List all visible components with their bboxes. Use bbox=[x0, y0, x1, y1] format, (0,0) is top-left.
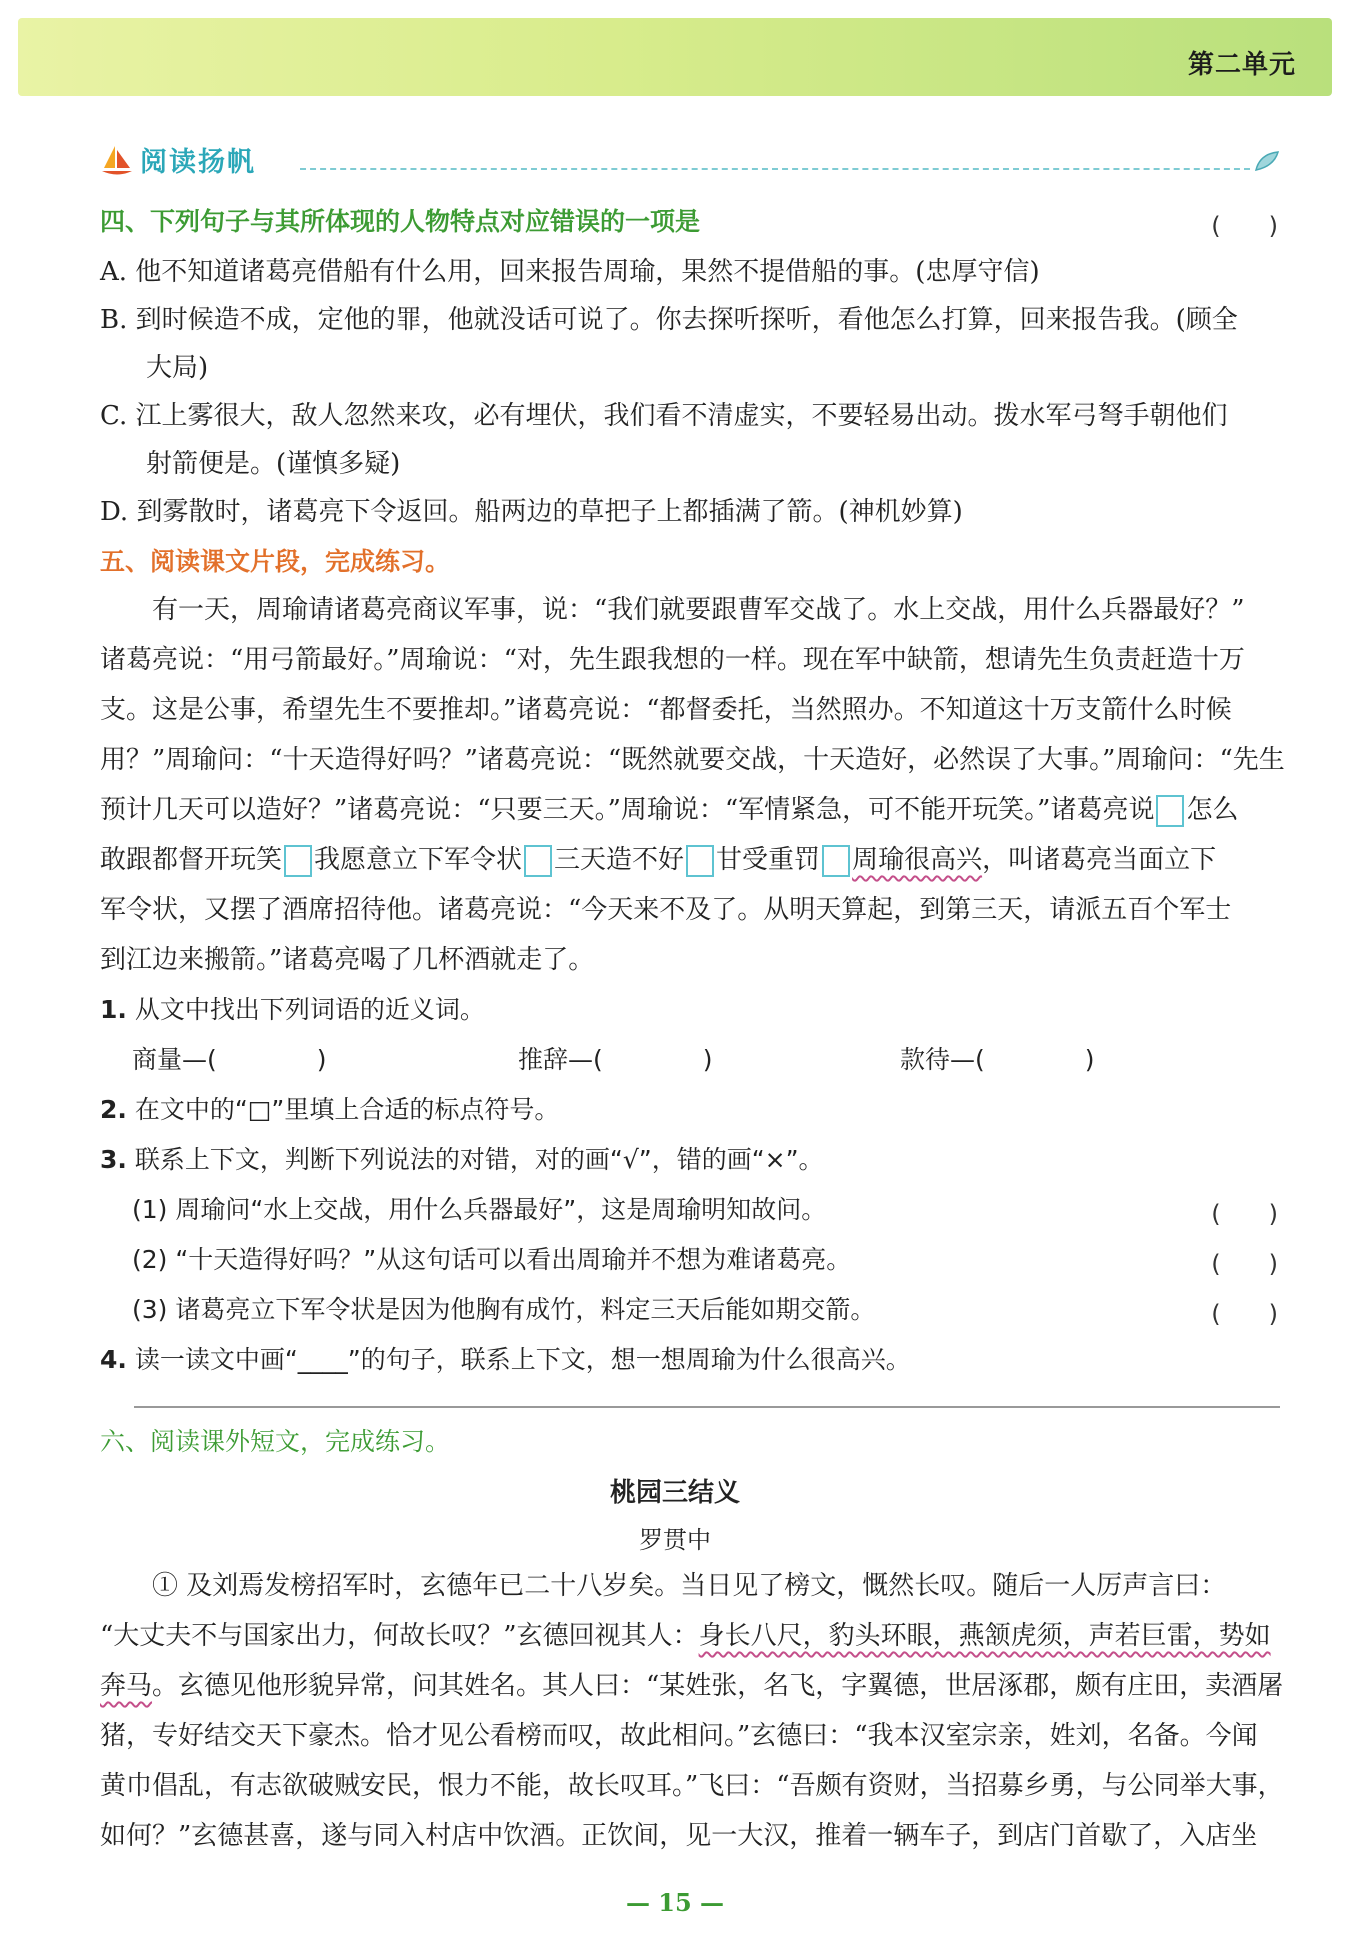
q4-option-c: C. 江上雾很大，敌人忽然来攻，必有埋伏，我们看不清虚实，不要轻易出动。拨水军弓弩手朝他们 bbox=[100, 401, 1228, 431]
synonym-3[interactable]: 款待—( ) bbox=[900, 1045, 1095, 1074]
q5-title: 五、阅读课文片段，完成练习。 bbox=[100, 547, 451, 576]
q5-passage-line-1: 有一天，周瑜请诸葛亮商议军事，说：“我们就要跟曹军交战了。水上交战，用什么兵器最好？” bbox=[152, 595, 1245, 625]
judgement-1-blank[interactable]: ( ) bbox=[1211, 1200, 1278, 1228]
header-band bbox=[18, 18, 1332, 96]
story-line-1: ① 及刘焉发榜招军时，玄德年已二十八岁矣。当日见了榜文，慨然长叹。随后一人厉声言曰： bbox=[152, 1571, 1227, 1601]
punctuation-box[interactable] bbox=[284, 845, 312, 877]
q4-option-b-cont: 大局) bbox=[146, 353, 209, 383]
q5-item-4: 4. 读一读文中画“____”的句子，联系上下文，想一想周瑜为什么很高兴。 bbox=[100, 1345, 911, 1374]
sailboat-icon bbox=[100, 144, 134, 178]
punctuation-box[interactable] bbox=[822, 845, 850, 877]
underlined-sentence: 周瑜很高兴 bbox=[852, 845, 983, 875]
story-line-5: 黄巾倡乱，有志欲破贼安民，恨力不能，故长叹耳。”飞曰：“吾颇有资财，当招募乡勇，与公同举大事， bbox=[100, 1771, 1284, 1801]
q5-passage-line-4: 用？”周瑜问：“十天造得好吗？”诸葛亮说：“既然就要交战，十天造好，必然误了大事。”周瑜问：“先生 bbox=[100, 745, 1285, 775]
section-title: 阅读扬帆 bbox=[140, 147, 256, 178]
section-heading bbox=[100, 140, 1280, 180]
dashed-divider bbox=[300, 168, 1250, 170]
q4-option-a: A. 他不知道诸葛亮借船有什么用，回来报告周瑜，果然不提借船的事。(忠厚守信) bbox=[100, 257, 1040, 287]
answer-line[interactable] bbox=[134, 1406, 1280, 1408]
q4-option-c-cont: 射箭便是。(谨慎多疑) bbox=[146, 449, 401, 479]
q5-passage-line-7: 军令状，又摆了酒席招待他。诸葛亮说：“今天来不及了。从明天算起，到第三天，请派五百个军士 bbox=[100, 895, 1232, 925]
punctuation-box[interactable] bbox=[524, 845, 552, 877]
q5-passage-line-3: 支。这是公事，希望先生不要推却。”诸葛亮说：“都督委托，当然照办。不知道这十万支箭什么时候 bbox=[100, 695, 1232, 725]
q4-option-d: D. 到雾散时，诸葛亮下令返回。船两边的草把子上都插满了箭。(神机妙算) bbox=[100, 497, 963, 527]
story-line-6: 如何？”玄德甚喜，遂与同入村店中饮酒。正饮间，见一大汉，推着一辆车子，到店门首歇了，入店坐 bbox=[100, 1821, 1258, 1851]
punctuation-box[interactable] bbox=[686, 845, 714, 877]
underlined-description-end: 奔马 bbox=[100, 1671, 153, 1701]
q5-passage-line-5: 预计几天可以造好？”诸葛亮说：“只要三天。”周瑜说：“军情紧急，可不能开玩笑。”诸葛亮说 怎么 bbox=[100, 795, 1239, 825]
q4-option-b: B. 到时候造不成，定他的罪，他就没话可说了。你去探听探听，看他怎么打算，回来报告我。(顾全 bbox=[100, 305, 1238, 335]
synonym-2[interactable]: 推辞—( ) bbox=[518, 1045, 713, 1074]
q5-passage-line-8: 到江边来搬箭。”诸葛亮喝了几杯酒就走了。 bbox=[100, 945, 595, 975]
page-number: — 15 — bbox=[625, 1888, 725, 1917]
story-line-3: 奔马。玄德见他形貌异常，问其姓名。其人曰：“某姓张，名飞，字翼德，世居涿郡，颇有庄田，卖酒屠 bbox=[100, 1671, 1284, 1701]
q6-title: 六、阅读课外短文，完成练习。 bbox=[100, 1427, 451, 1456]
unit-label: 第二单元 bbox=[1187, 50, 1296, 80]
story-line-2: “大丈夫不与国家出力，何故长叹？”玄德回视其人：身长八尺，豹头环眼，燕颔虎须，声若巨雷，势如 bbox=[100, 1621, 1271, 1651]
q5-passage-line-6: 敢跟都督开玩笑 我愿意立下军令状 三天造不好 甘受重罚 周瑜很高兴，叫诸葛亮当面立下 bbox=[100, 845, 1217, 875]
q4-title: 四、下列句子与其所体现的人物特点对应错误的一项是 bbox=[100, 207, 701, 236]
q5-item-3: 3. 联系上下文，判断下列说法的对错，对的画“√”，错的画“×”。 bbox=[100, 1145, 824, 1174]
story-author: 罗贯中 bbox=[639, 1526, 711, 1554]
judgement-2-blank[interactable]: ( ) bbox=[1211, 1250, 1278, 1278]
story-title: 桃园三结义 bbox=[609, 1478, 740, 1508]
q5-item-2: 2. 在文中的“□”里填上合适的标点符号。 bbox=[100, 1095, 560, 1124]
judgement-3-blank[interactable]: ( ) bbox=[1211, 1300, 1278, 1328]
synonym-1[interactable]: 商量—( ) bbox=[132, 1045, 327, 1074]
judgement-3: (3) 诸葛亮立下军令状是因为他胸有成竹，料定三天后能如期交箭。 bbox=[132, 1295, 876, 1324]
judgement-1: (1) 周瑜问“水上交战，用什么兵器最好”，这是周瑜明知故问。 bbox=[132, 1195, 827, 1224]
punctuation-box[interactable] bbox=[1156, 795, 1184, 827]
q5-item-1: 1. 从文中找出下列词语的近义词。 bbox=[100, 995, 485, 1024]
q4-answer-blank[interactable]: ( ) bbox=[1211, 212, 1278, 240]
leaf-icon bbox=[1254, 150, 1280, 172]
story-line-4: 猪，专好结交天下豪杰。恰才见公看榜而叹，故此相问。”玄德曰：“我本汉室宗亲，姓刘，名备。今闻 bbox=[100, 1721, 1258, 1751]
underlined-description: 身长八尺，豹头环眼，燕颔虎须，声若巨雷，势如 bbox=[698, 1621, 1271, 1651]
judgement-2: (2) “十天造得好吗？”从这句话可以看出周瑜并不想为难诸葛亮。 bbox=[132, 1245, 852, 1274]
q5-passage-line-2: 诸葛亮说：“用弓箭最好。”周瑜说：“对，先生跟我想的一样。现在军中缺箭，想请先生负责赶造十万 bbox=[100, 645, 1245, 675]
